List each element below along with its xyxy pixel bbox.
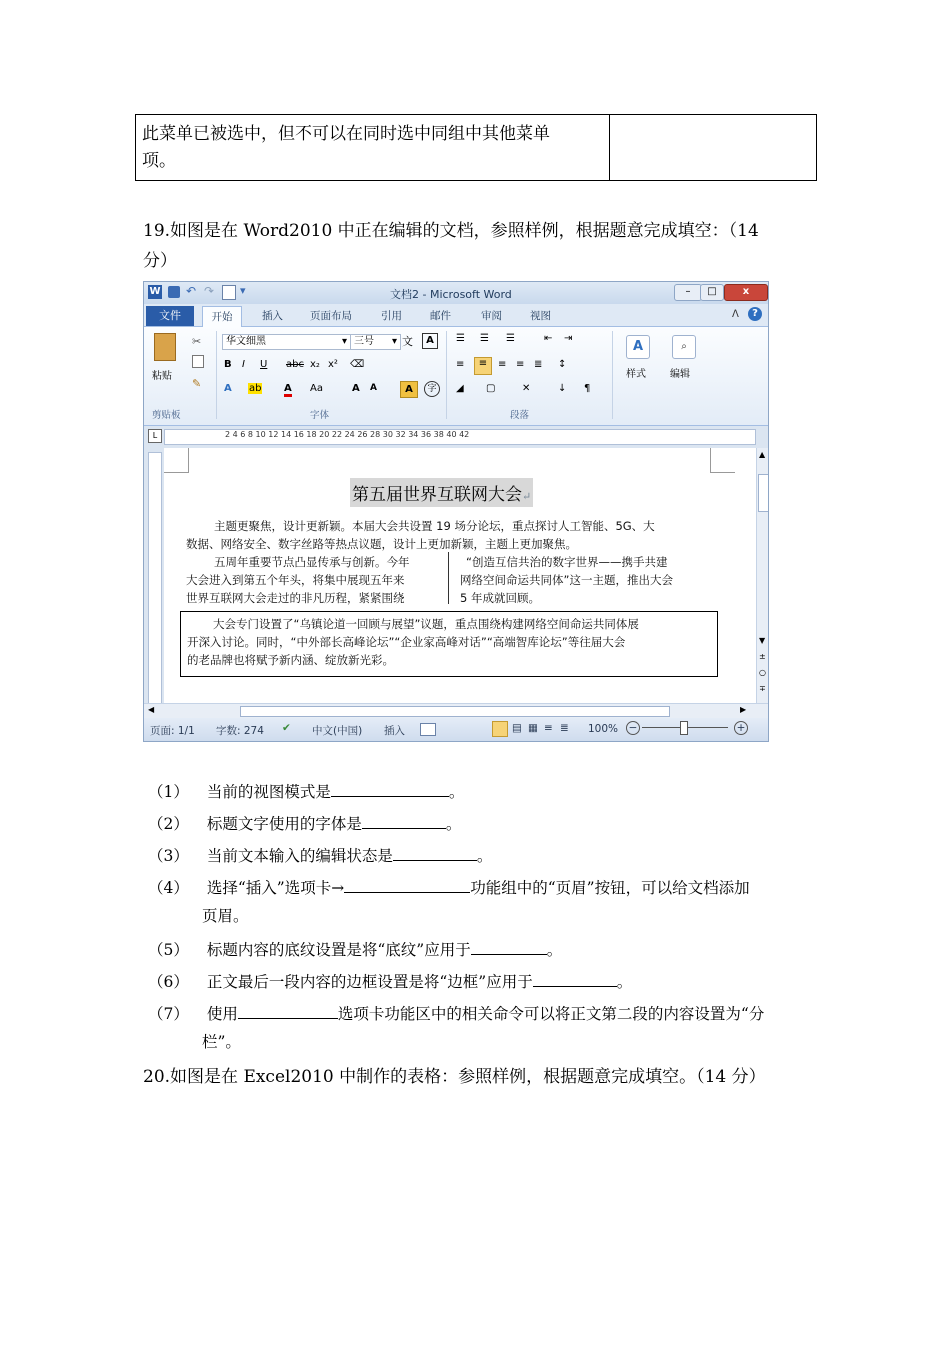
answer-blank[interactable] xyxy=(344,874,470,893)
question-number: （1） xyxy=(148,783,189,801)
bordered-paragraph-line: 大会专门设置了“乌镇论道一回顾与展望”议题，重点围绕构建网络空间命运共同体展 xyxy=(213,617,639,631)
question-text: 。 xyxy=(546,941,563,959)
question-number: （5） xyxy=(148,941,189,959)
character-border-icon[interactable]: A xyxy=(422,333,438,349)
minimize-button[interactable]: – xyxy=(674,284,702,301)
question-number: （7） xyxy=(148,1005,189,1023)
status-bar xyxy=(144,718,768,741)
document-page[interactable] xyxy=(164,448,756,703)
page-corner-mark xyxy=(710,448,735,473)
question-number: （6） xyxy=(148,973,189,991)
vertical-ruler xyxy=(148,452,162,704)
font-size-box[interactable] xyxy=(350,334,401,350)
word-window-screenshot xyxy=(143,281,769,742)
minimize-ribbon-icon[interactable]: ᐱ xyxy=(732,309,739,320)
line-spacing-icon[interactable]: ↕ xyxy=(558,359,567,370)
tab-references[interactable]: 引用 xyxy=(381,310,402,322)
answer-blank[interactable] xyxy=(471,936,547,955)
chinese-layout-icon[interactable]: ✕ xyxy=(522,383,531,394)
next-page-icon[interactable]: ∓ xyxy=(759,684,766,693)
question-text: 当前文本输入的编辑状态是 xyxy=(206,847,393,865)
font-name-value: 华文细黑 xyxy=(226,336,266,347)
format-painter-icon[interactable]: ✎ xyxy=(192,377,202,390)
question-text: 选项卡功能区中的相关命令可以将正文第二段的内容设置为“分 xyxy=(337,1005,765,1023)
column-1-line: 大会进入到第五个年头，将集中展现五年来 xyxy=(186,573,405,587)
question-item xyxy=(148,1000,764,1026)
scroll-right-icon[interactable]: ▶ xyxy=(740,705,747,714)
scroll-thumb[interactable] xyxy=(758,474,769,512)
question-text: 。 xyxy=(448,783,465,801)
question-text-continuation: 栏”。 xyxy=(202,1033,241,1051)
question-text: 标题文字使用的字体是 xyxy=(206,815,362,833)
status-word-count[interactable]: 字数: 274 xyxy=(216,725,264,737)
strikethrough-icon[interactable]: abc xyxy=(286,359,304,370)
ruler-track[interactable] xyxy=(164,429,756,445)
phonetic-guide-icon[interactable]: 文 xyxy=(402,335,413,348)
edit-button-label[interactable]: 编辑 xyxy=(670,369,690,380)
column-1-line: 世界互联网大会走过的非凡历程，紧紧围绕 xyxy=(186,591,405,605)
highlight-icon[interactable]: ab xyxy=(249,383,262,394)
question-item xyxy=(148,936,562,962)
group-label-paragraph: 段落 xyxy=(510,410,530,421)
help-icon[interactable]: ? xyxy=(748,307,762,321)
subscript-icon[interactable]: x₂ xyxy=(310,359,320,370)
bold-icon[interactable]: B xyxy=(224,359,232,370)
horizontal-scroll-thumb[interactable] xyxy=(240,706,670,717)
align-left-icon[interactable]: ≡ xyxy=(456,359,465,370)
question-text: 使用 xyxy=(206,1005,238,1023)
question-text-continuation: 页眉。 xyxy=(202,907,249,925)
customize-toolbar-icon[interactable]: ▾ xyxy=(240,284,246,297)
maximize-button[interactable]: □ xyxy=(700,284,724,301)
sort-icon[interactable]: ↓ xyxy=(558,383,567,394)
question-text: 选择“插入”选项卡→ xyxy=(206,879,345,897)
ribbon xyxy=(144,327,768,426)
zoom-in-button[interactable]: + xyxy=(734,721,748,735)
question-item xyxy=(148,842,492,868)
change-case-icon[interactable]: Aa xyxy=(310,383,323,394)
group-divider xyxy=(446,331,447,419)
styles-button-label[interactable]: 样式 xyxy=(626,369,646,380)
borders-icon[interactable]: ▢ xyxy=(486,383,496,394)
shrink-font-icon[interactable]: A xyxy=(370,383,377,393)
decrease-indent-icon[interactable]: ⇤ xyxy=(544,333,553,344)
cell-text-line: 项。 xyxy=(142,151,176,171)
question-19-title xyxy=(143,216,759,276)
question-title-line: 19.如图是在 Word2010 中正在编辑的文档，参照样例，根据题意完成填空：（14 xyxy=(143,221,759,241)
answer-blank[interactable] xyxy=(533,968,617,987)
increase-indent-icon[interactable]: ⇥ xyxy=(564,333,573,344)
scroll-left-icon[interactable]: ◀ xyxy=(148,705,155,714)
bullets-icon[interactable]: ☰ xyxy=(456,333,465,344)
text-effects-icon[interactable]: A xyxy=(224,383,232,394)
ruler-numbers: 2 4 6 8 10 12 14 16 18 20 22 24 26 28 30 32 34 36 38 40 42 xyxy=(225,430,470,439)
paragraph-1-line: 主题更聚焦，设计更新颖。本届大会共设置 19 场分论坛，重点探讨人工智能、5G、大 xyxy=(214,519,655,533)
browse-object-icon[interactable]: ○ xyxy=(759,668,766,677)
copy-icon[interactable] xyxy=(192,355,204,368)
grow-font-icon[interactable]: A xyxy=(352,383,360,394)
paste-button-label[interactable]: 粘贴 xyxy=(152,371,172,382)
scroll-up-icon[interactable]: ▲ xyxy=(759,450,766,459)
document-title: 第五届世界互联网大会↵ xyxy=(350,478,533,507)
answer-blank[interactable] xyxy=(393,842,477,861)
enclose-characters-icon[interactable]: 字 xyxy=(424,381,440,397)
question-text: 。 xyxy=(476,847,493,865)
question-text: 。 xyxy=(616,973,633,991)
print-layout-view-icon[interactable] xyxy=(492,721,508,737)
draft-view-icon[interactable]: ≣ xyxy=(560,722,569,734)
question-item xyxy=(148,778,464,804)
bordered-paragraph-line: 开深入讨论。同时，“中外部长高峰论坛”“企业家高峰对话”“高端智库论坛”等往届大会 xyxy=(187,635,626,649)
zoom-out-button[interactable]: − xyxy=(626,721,640,735)
redo-icon[interactable]: ↷ xyxy=(204,284,215,298)
superscript-icon[interactable]: x² xyxy=(328,359,338,370)
paste-icon[interactable] xyxy=(154,333,176,361)
tab-home[interactable]: 开始 xyxy=(202,306,242,327)
question-title-line: 分） xyxy=(143,251,177,271)
align-center-icon[interactable]: ≡ xyxy=(474,357,492,375)
chevron-down-icon: ▾ xyxy=(391,336,397,347)
tab-page-layout[interactable]: 页面布局 xyxy=(310,310,352,322)
question-number: （2） xyxy=(148,815,189,833)
bordered-paragraph xyxy=(180,611,718,677)
italic-icon[interactable]: I xyxy=(242,359,245,370)
question-text: 标题内容的底纹设置是将“底纹”应用于 xyxy=(206,941,471,959)
group-divider xyxy=(216,331,217,419)
find-icon[interactable]: ⌕ xyxy=(672,335,696,359)
tab-mailings[interactable]: 邮件 xyxy=(430,310,451,322)
tab-insert[interactable]: 插入 xyxy=(262,310,283,322)
tab-review[interactable]: 审阅 xyxy=(481,310,502,322)
horizontal-scrollbar[interactable] xyxy=(144,703,769,718)
answer-blank[interactable] xyxy=(362,810,446,829)
bordered-paragraph-line: 的老品牌也将赋予新内涵、绽放新光彩。 xyxy=(187,653,394,667)
column-2-line: 网络空间命运共同体”这一主题，推出大会 xyxy=(460,573,673,587)
full-screen-reading-icon[interactable]: ▤ xyxy=(512,722,522,734)
group-divider xyxy=(612,331,613,419)
show-marks-icon[interactable]: ¶ xyxy=(584,383,591,394)
answer-blank[interactable] xyxy=(331,778,449,797)
undo-icon[interactable]: ↶ xyxy=(186,284,197,298)
outline-view-icon[interactable]: ≡ xyxy=(544,722,553,734)
vertical-scrollbar[interactable] xyxy=(756,448,769,703)
underline-icon[interactable]: U xyxy=(260,359,268,370)
font-size-value: 三号 xyxy=(354,336,374,347)
horizontal-ruler xyxy=(144,426,768,446)
save-icon[interactable] xyxy=(168,286,180,298)
multilevel-list-icon[interactable]: ☰ xyxy=(506,333,515,344)
justify-icon[interactable]: ≡ xyxy=(516,359,525,370)
print-preview-icon[interactable] xyxy=(222,285,236,300)
tab-view[interactable]: 视图 xyxy=(530,310,551,322)
numbering-icon[interactable]: ☰ xyxy=(480,333,489,344)
column-2-line: “创造互信共治的数字世界——携手共建 xyxy=(466,555,668,569)
question-number: （4） xyxy=(148,879,189,897)
question-text: 当前的视图模式是 xyxy=(206,783,331,801)
group-label-clipboard: 剪贴板 xyxy=(152,410,181,421)
title-text: 第五届世界互联网大会 xyxy=(352,485,522,505)
column-1-line: 五周年重要节点凸显传承与创新。今年 xyxy=(214,555,410,569)
page-corner-mark xyxy=(164,448,189,473)
chevron-down-icon: ▾ xyxy=(341,336,347,347)
distributed-icon[interactable]: ≣ xyxy=(534,359,543,370)
word-logo-icon: W xyxy=(149,286,161,297)
question-20-title: 20.如图是在 Excel2010 中制作的表格：参照样例，根据题意完成填空。（14 分） xyxy=(143,1067,766,1087)
macro-recording-icon[interactable] xyxy=(420,723,436,736)
status-page[interactable]: 页面: 1/1 xyxy=(150,725,195,737)
styles-icon[interactable]: A xyxy=(626,335,650,359)
previous-page-icon[interactable]: ± xyxy=(759,652,766,661)
title-bar xyxy=(144,282,768,304)
proofing-icon[interactable]: ✔ xyxy=(282,722,291,734)
status-language[interactable]: 中文(中国) xyxy=(312,725,363,737)
shading-icon[interactable]: ◢ xyxy=(456,383,464,394)
answer-blank[interactable] xyxy=(238,1000,338,1019)
group-label-font: 字体 xyxy=(310,410,330,421)
window-title: 文档2 - Microsoft Word xyxy=(390,288,512,301)
paragraph-1-line: 数据、网络安全、数字丝路等热点议题，设计上更加新颖，主题上更加聚焦。 xyxy=(186,537,577,551)
question-text: 正文最后一段内容的边框设置是将“边框”应用于 xyxy=(206,973,533,991)
ribbon-tabs xyxy=(144,304,768,327)
tab-selector-icon[interactable]: L xyxy=(148,429,162,443)
close-button[interactable]: x xyxy=(724,284,768,301)
answer-table xyxy=(135,114,817,181)
table-cell-description xyxy=(136,115,610,180)
web-layout-icon[interactable]: ▦ xyxy=(528,722,538,734)
question-item xyxy=(148,874,750,900)
question-item xyxy=(148,968,632,994)
clear-formatting-icon[interactable]: ⌫ xyxy=(350,359,365,370)
scroll-down-icon[interactable]: ▼ xyxy=(759,636,766,645)
column-separator xyxy=(448,552,449,604)
question-text: 。 xyxy=(445,815,462,833)
tab-file[interactable]: 文件 xyxy=(146,306,194,326)
question-number: （3） xyxy=(148,847,189,865)
align-right-icon[interactable]: ≡ xyxy=(498,359,507,370)
font-name-box[interactable] xyxy=(222,334,351,350)
character-shading-icon[interactable]: A xyxy=(400,381,418,398)
question-text: 功能组中的“页眉”按钮，可以给文档添加 xyxy=(470,879,750,897)
status-insert-mode[interactable]: 插入 xyxy=(384,725,405,737)
cell-text-line: 此菜单已被选中，但不可以在同时选中同组中其他菜单 xyxy=(142,124,550,144)
font-color-icon[interactable]: A xyxy=(284,383,292,397)
column-2-line: 5 年成就回顾。 xyxy=(460,591,540,605)
question-item xyxy=(148,810,461,836)
zoom-slider-thumb[interactable] xyxy=(680,721,688,735)
zoom-level[interactable]: 100% xyxy=(588,723,619,735)
cut-icon[interactable]: ✂ xyxy=(192,335,202,348)
